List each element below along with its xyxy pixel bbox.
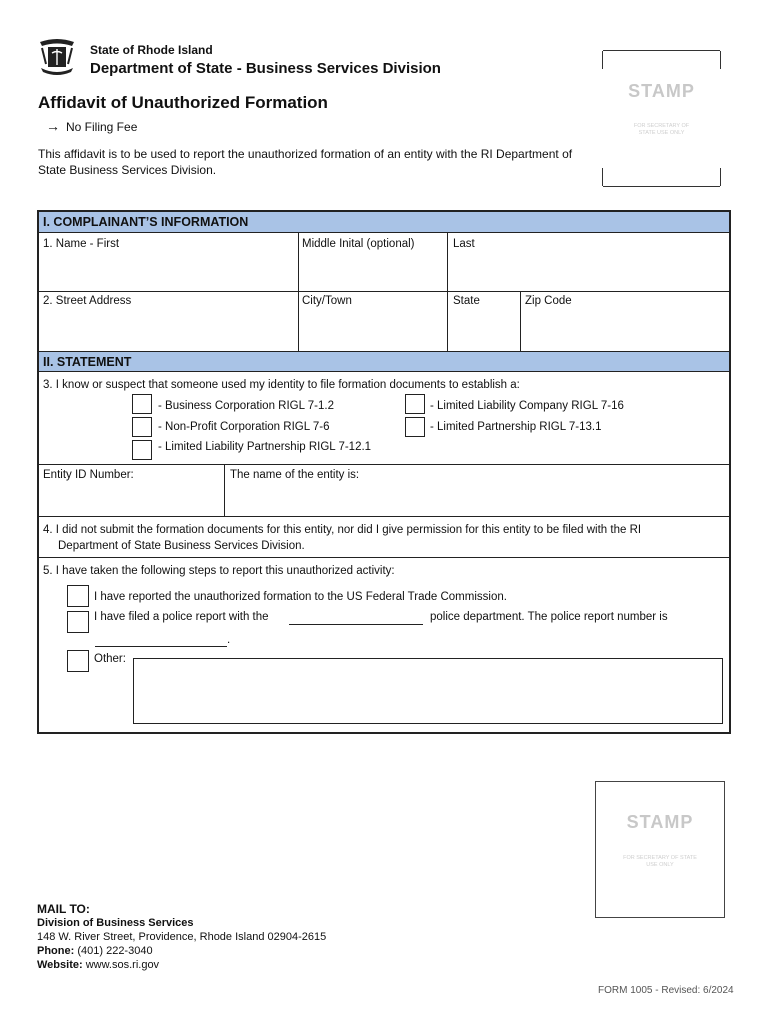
item-5-text: 5. I have taken the following steps to report this unauthorized activity: — [43, 565, 395, 577]
website-label: Website: — [37, 959, 83, 971]
mail-to-block — [37, 902, 326, 972]
limited-partnership-checkbox[interactable] — [405, 417, 425, 437]
stamp-box-top — [603, 50, 720, 187]
state-name: State of Rhode Island — [90, 43, 213, 57]
police-report-label-a: I have filed a police report with the — [94, 611, 269, 623]
business-corporation-label: - Business Corporation RIGL 7-1.2 — [158, 400, 334, 412]
stamp-label-2: STAMP — [626, 812, 694, 832]
no-filing-fee — [46, 118, 137, 134]
entity-id-label: Entity ID Number: — [43, 469, 134, 481]
stamp-box-bottom — [595, 781, 725, 918]
llc-checkbox[interactable] — [405, 394, 425, 414]
website-link[interactable]: www.sos.ri.gov — [85, 959, 160, 971]
ftc-report-label: I have reported the unauthorized formation to the US Federal Trade Commission. — [94, 591, 507, 603]
zip-code-label: Zip Code — [525, 295, 572, 307]
form-revision: FORM 1005 - Revised: 6/2024 — [598, 985, 734, 996]
ftc-report-checkbox[interactable] — [67, 585, 89, 607]
stamp-sub-label-2: FOR SECRETARY OF STATE USE ONLY — [623, 855, 697, 868]
section-2-heading: II. STATEMENT — [39, 351, 729, 372]
police-department-field[interactable] — [289, 624, 423, 625]
business-corporation-checkbox[interactable] — [132, 394, 152, 414]
page-title: Affidavit of Unauthorized Formation — [38, 93, 328, 112]
stamp-sub-label: FOR SECRETARY OF STATE USE ONLY — [633, 123, 690, 136]
city-label: City/Town — [302, 295, 352, 307]
limited-partnership-label: - Limited Partnership RIGL 7-13.1 — [430, 421, 602, 433]
mail-to-heading: MAIL TO: — [37, 902, 90, 916]
section-1-heading: I. COMPLAINANT’S INFORMATION — [39, 212, 729, 233]
phone-label: Phone: — [37, 945, 75, 957]
mail-address: 148 W. River Street, Providence, Rhode Island 02904-2615 — [37, 931, 327, 943]
llc-label: - Limited Liability Company RIGL 7-16 — [430, 400, 624, 412]
street-address-label: 2. Street Address — [43, 295, 132, 307]
stamp-label: STAMP — [628, 81, 695, 101]
phone-number: (401) 222-3040 — [77, 945, 153, 957]
llp-label: - Limited Liability Partnership RIGL 7-12.1 — [158, 441, 372, 453]
entity-name-label: The name of the entity is: — [230, 469, 360, 481]
item-4-line-1: 4. I did not submit the formation documents for this entity, nor did I give permission for this entity to be filed with the RI — [43, 524, 642, 536]
other-label: Other: — [94, 653, 126, 665]
department-name: Department of State - Business Services Division — [90, 60, 441, 77]
item-4-line-2: Department of State Business Services Division. — [58, 540, 305, 552]
non-profit-corporation-checkbox[interactable] — [132, 417, 152, 437]
other-text-field[interactable] — [133, 658, 723, 724]
mail-org: Division of Business Services — [37, 917, 194, 929]
arrow-right-icon: → — [46, 118, 60, 134]
affidavit-form — [37, 210, 731, 734]
non-profit-corporation-label: - Non-Profit Corporation RIGL 7-6 — [158, 421, 330, 433]
middle-initial-label: Middle Inital (optional) — [302, 238, 415, 250]
state-label: State — [453, 295, 480, 307]
llp-checkbox[interactable] — [132, 440, 152, 460]
last-name-label: Last — [453, 238, 475, 250]
police-report-number-field[interactable] — [95, 646, 227, 647]
police-report-label-b: police department. The police report number is — [430, 611, 668, 623]
other-checkbox[interactable] — [67, 650, 89, 672]
item-3-text: 3. I know or suspect that someone used my identity to file formation documents to establish a: — [43, 379, 520, 391]
intro-text: This affidavit is to be used to report the unauthorized formation of an entity with the RI Department of State Business Services Division. — [38, 147, 573, 177]
name-first-label: 1. Name - First — [43, 238, 120, 250]
ri-state-seal-icon — [36, 36, 78, 78]
police-report-checkbox[interactable] — [67, 611, 89, 633]
police-report-period: . — [227, 634, 231, 646]
no-fee-label: No Filing Fee — [66, 120, 138, 134]
